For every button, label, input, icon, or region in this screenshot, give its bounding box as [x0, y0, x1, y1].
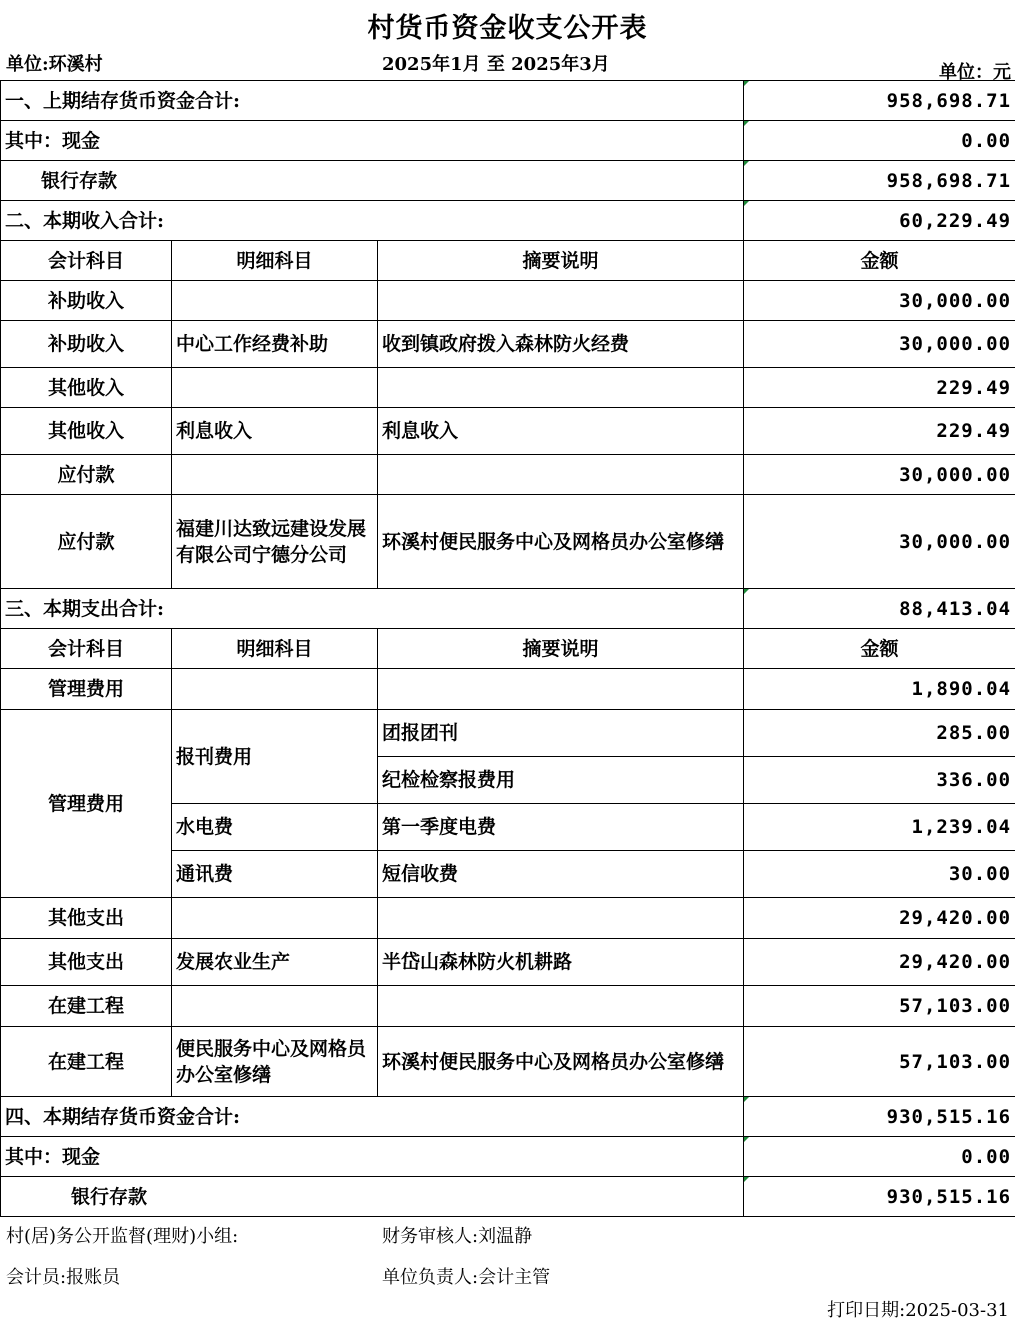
- account-cell: 应付款: [1, 455, 172, 495]
- closing-bank-value: 930,515.16: [744, 1177, 1015, 1217]
- supervision-group: 村(居)务公开监督(理财)小组:: [6, 1222, 238, 1248]
- summary-cell: 短信收费: [378, 851, 744, 898]
- detail-cell: 中心工作经费补助: [172, 321, 378, 368]
- account-cell: 在建工程: [1, 986, 172, 1027]
- column-header-summary: 摘要说明: [378, 629, 744, 669]
- closing-cash-value: 0.00: [744, 1137, 1015, 1177]
- closing-label: 四、本期结存货币资金合计:: [1, 1097, 744, 1137]
- financial-auditor: 财务审核人:刘温静: [382, 1222, 532, 1248]
- detail-cell: [172, 898, 378, 939]
- closing-bank-label: 银行存款: [1, 1177, 744, 1217]
- cash-report-table: [0, 80, 1015, 1217]
- amount-cell: 57,103.00: [744, 1027, 1015, 1097]
- table-row: [1, 455, 1015, 495]
- detail-cell: [172, 669, 378, 710]
- amount-cell: 30,000.00: [744, 281, 1015, 321]
- closing-cash-row: [1, 1137, 1015, 1177]
- unit-name: 单位:环溪村: [6, 50, 103, 76]
- account-cell: 管理费用: [1, 669, 172, 710]
- table-row: [1, 281, 1015, 321]
- summary-cell: 第一季度电费: [378, 804, 744, 851]
- column-header-account: 会计科目: [1, 241, 172, 281]
- account-cell: 在建工程: [1, 1027, 172, 1097]
- closing-total-row: [1, 1097, 1015, 1137]
- income-total-value: 60,229.49: [744, 201, 1015, 241]
- detail-cell: [172, 281, 378, 321]
- expense-total-row: [1, 589, 1015, 629]
- column-header-detail: 明细科目: [172, 629, 378, 669]
- closing-cash-label: 其中：现金: [1, 1137, 744, 1177]
- table-row: [1, 669, 1015, 710]
- table-row: [1, 368, 1015, 408]
- summary-cell: 利息收入: [378, 408, 744, 455]
- summary-cell: 半岱山森林防火机耕路: [378, 939, 744, 986]
- table-row: [1, 939, 1015, 986]
- amount-cell: 1,890.04: [744, 669, 1015, 710]
- summary-cell: [378, 669, 744, 710]
- column-header-summary: 摘要说明: [378, 241, 744, 281]
- detail-cell: [172, 455, 378, 495]
- account-cell: 其他收入: [1, 408, 172, 455]
- amount-cell: 57,103.00: [744, 986, 1015, 1027]
- opening-cash-value: 0.00: [744, 121, 1015, 161]
- currency-unit: 单位：元: [939, 58, 1011, 84]
- account-cell: 补助收入: [1, 281, 172, 321]
- closing-total-value: 930,515.16: [744, 1097, 1015, 1137]
- amount-cell: 30,000.00: [744, 321, 1015, 368]
- summary-cell: 纪检检察报费用: [378, 757, 744, 804]
- summary-cell: 环溪村便民服务中心及网格员办公室修缮: [378, 495, 744, 589]
- opening-cash-label: 其中：现金: [1, 121, 744, 161]
- summary-cell: [378, 898, 744, 939]
- table-row: [1, 898, 1015, 939]
- amount-cell: 29,420.00: [744, 939, 1015, 986]
- opening-bank-row: [1, 161, 1015, 201]
- amount-cell: 29,420.00: [744, 898, 1015, 939]
- accountant: 会计员:报账员: [6, 1263, 120, 1289]
- table-row: [1, 408, 1015, 455]
- summary-cell: 环溪村便民服务中心及网格员办公室修缮: [378, 1027, 744, 1097]
- amount-cell: 229.49: [744, 368, 1015, 408]
- summary-cell: 收到镇政府拨入森林防火经费: [378, 321, 744, 368]
- column-header-amount: 金额: [744, 241, 1015, 281]
- page-title: 村货币资金收支公开表: [0, 6, 1015, 45]
- amount-cell: 285.00: [744, 710, 1015, 757]
- table-row: [1, 1027, 1015, 1097]
- amount-cell: 229.49: [744, 408, 1015, 455]
- detail-cell: 水电费: [172, 804, 378, 851]
- unit-leader: 单位负责人:会计主管: [382, 1263, 550, 1289]
- amount-cell: 30.00: [744, 851, 1015, 898]
- detail-cell: 通讯费: [172, 851, 378, 898]
- opening-total-value: 958,698.71: [744, 81, 1015, 121]
- detail-cell: 福建川达致远建设发展有限公司宁德分公司: [172, 495, 378, 589]
- account-cell: 补助收入: [1, 321, 172, 368]
- expense-header-row: [1, 629, 1015, 669]
- detail-cell: 利息收入: [172, 408, 378, 455]
- report-period: 2025年1月 至 2025年3月: [382, 50, 610, 76]
- account-cell: 管理费用: [1, 710, 172, 898]
- table-row: [1, 321, 1015, 368]
- opening-bank-label: 银行存款: [1, 161, 744, 201]
- detail-cell: [172, 368, 378, 408]
- detail-cell: 发展农业生产: [172, 939, 378, 986]
- expense-label: 三、本期支出合计:: [1, 589, 744, 629]
- column-header-account: 会计科目: [1, 629, 172, 669]
- amount-cell: 336.00: [744, 757, 1015, 804]
- detail-cell: [172, 986, 378, 1027]
- opening-cash-row: [1, 121, 1015, 161]
- column-header-detail: 明细科目: [172, 241, 378, 281]
- income-total-row: [1, 201, 1015, 241]
- detail-cell: 报刊费用: [172, 710, 378, 804]
- print-date: 打印日期:2025-03-31: [827, 1296, 1009, 1322]
- opening-label: 一、上期结存货币资金合计:: [1, 81, 744, 121]
- table-row: [1, 986, 1015, 1027]
- expense-total-value: 88,413.04: [744, 589, 1015, 629]
- account-cell: 其他收入: [1, 368, 172, 408]
- table-row: [1, 495, 1015, 589]
- opening-bank-value: 958,698.71: [744, 161, 1015, 201]
- opening-total-row: [1, 81, 1015, 121]
- income-header-row: [1, 241, 1015, 281]
- income-label: 二、本期收入合计:: [1, 201, 744, 241]
- account-cell: 其他支出: [1, 939, 172, 986]
- table-row: [1, 710, 1015, 757]
- account-cell: 其他支出: [1, 898, 172, 939]
- summary-cell: [378, 986, 744, 1027]
- amount-cell: 30,000.00: [744, 495, 1015, 589]
- amount-cell: 30,000.00: [744, 455, 1015, 495]
- column-header-amount: 金额: [744, 629, 1015, 669]
- summary-cell: [378, 455, 744, 495]
- amount-cell: 1,239.04: [744, 804, 1015, 851]
- summary-cell: 团报团刊: [378, 710, 744, 757]
- summary-cell: [378, 281, 744, 321]
- detail-cell: 便民服务中心及网格员办公室修缮: [172, 1027, 378, 1097]
- account-cell: 应付款: [1, 495, 172, 589]
- closing-bank-row: [1, 1177, 1015, 1217]
- summary-cell: [378, 368, 744, 408]
